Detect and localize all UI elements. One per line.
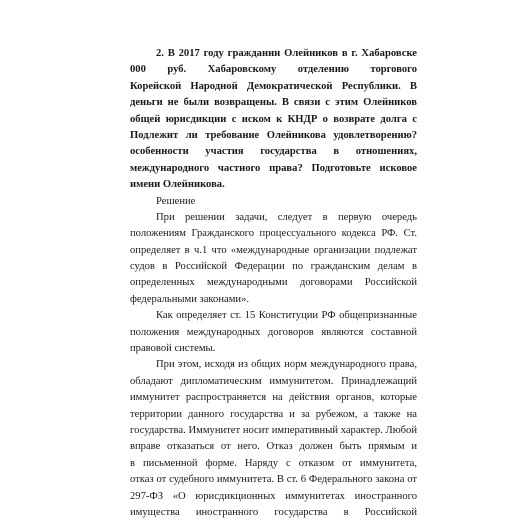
paragraph-line: вправе отказаться от него. Отказ должен быть прямым и	[130, 441, 417, 453]
paragraph-line: территории данного государства и за рубежом, а также на	[130, 408, 417, 420]
paragraph-line: обладают дипломатическим иммунитетом. Принадлежащий	[130, 375, 417, 387]
task-line: Корейской Народной Демократической Республики. В	[130, 80, 417, 92]
paragraph-line: Как определяет ст. 15 Конституции РФ общепризнанные	[156, 310, 417, 322]
document-body	[130, 46, 417, 521]
task-line: деньги не были возвращены. В связи с этим Олейников	[130, 97, 417, 109]
paragraph-constitution	[130, 308, 417, 357]
paragraph-line: положениям Гражданского процессуального кодекса РФ. Ст.	[130, 228, 417, 240]
solution-heading: Решение	[156, 195, 196, 207]
task-line: общей юрисдикции с иском к КНДР о возврате долга с	[130, 113, 417, 125]
paragraph-line: При этом, исходя из общих норм международного права,	[156, 359, 417, 371]
paragraph-line: При решении задачи, следует в первую очередь	[156, 211, 417, 223]
paragraph-line: 297-ФЗ «О юрисдикционных иммунитетах иностранного	[130, 490, 417, 502]
paragraph-line: имущества иностранного государства в Российской	[130, 506, 417, 518]
task-line: имени Олейникова.	[130, 179, 225, 191]
task-line: международного частного права? Подготовьте исковое	[130, 162, 417, 174]
paragraph-immunity	[130, 357, 417, 521]
paragraph-line: федеральными законами».	[130, 293, 250, 305]
task-line: особенности участия государства в отношениях,	[130, 146, 417, 158]
paragraph-line: в письменной форме. Наряду с отказом от иммунитета,	[130, 457, 417, 469]
task-statement	[130, 46, 417, 194]
paragraph-line: государства. Иммунитет носит императивный характер. Любой	[130, 424, 417, 436]
paragraph-line: правовой системы.	[130, 343, 216, 355]
paragraph-line: отказ от судебного иммунитета. В ст. 6 Федерального закона от	[130, 474, 417, 486]
paragraph-line: определенных международными договорами Российской	[130, 277, 417, 289]
task-line: 000 руб. Хабаровскому отделению торгового	[130, 64, 417, 76]
paragraph-line: положения международных договоров являются составной	[130, 326, 417, 338]
paragraph-line: определяет в ч.1 что «международные организации подлежат	[130, 244, 417, 256]
paragraph-gpk	[130, 210, 417, 308]
paragraph-line: иммунитет распространяется на действия органов, которые	[130, 392, 417, 404]
paragraph-line: судов в Российской Федерации по гражданским делам в	[130, 261, 417, 273]
task-line: Подлежит ли требование Олейникова удовлетворению?	[130, 129, 417, 141]
task-line: 2. В 2017 году гражданин Олейников в г. Хабаровске	[156, 48, 417, 59]
